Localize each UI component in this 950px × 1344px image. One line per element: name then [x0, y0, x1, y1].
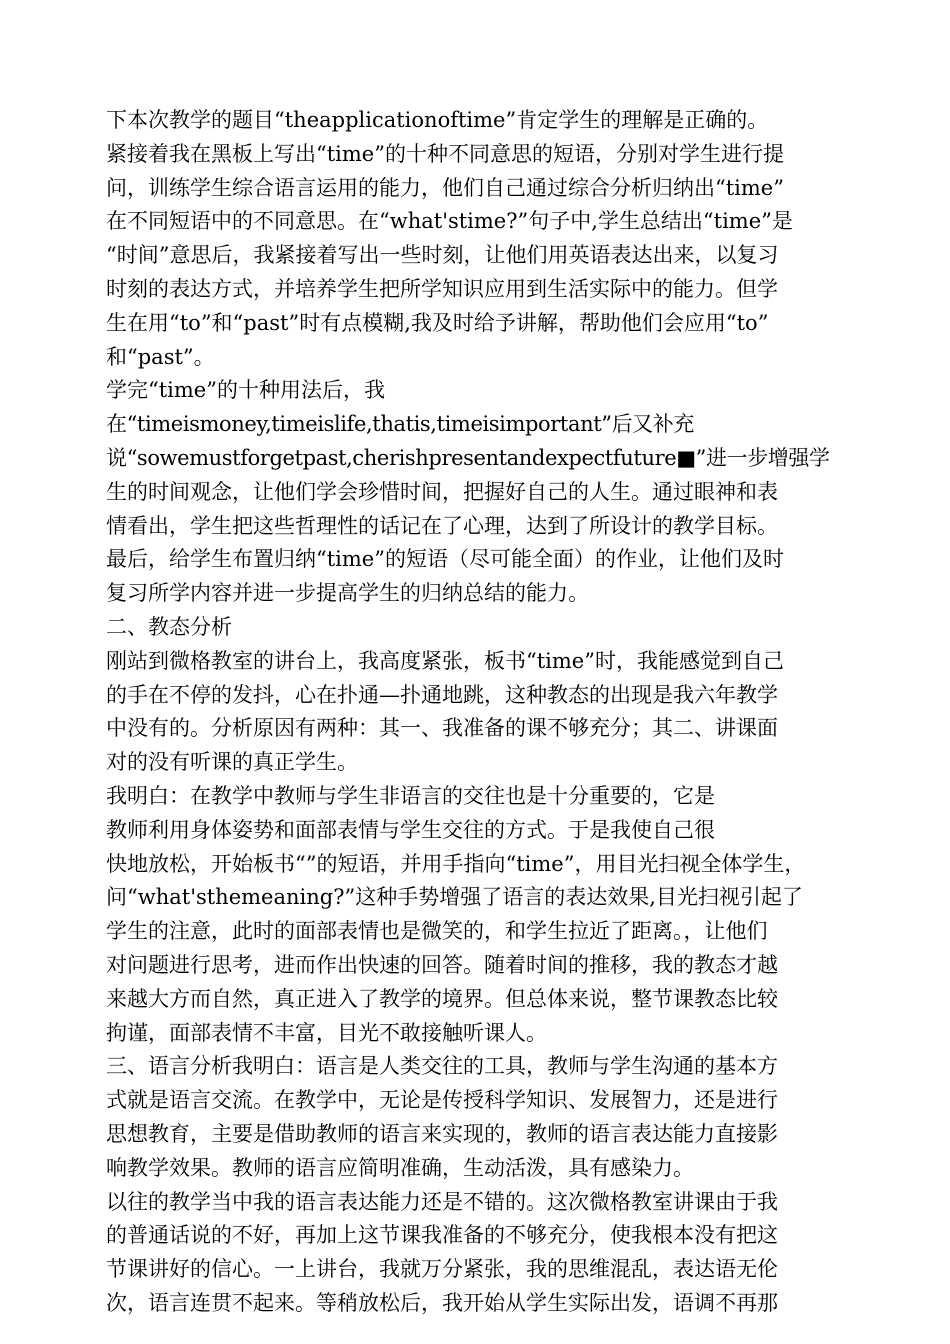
text-line: 刚站到微格教室的讲台上，我高度紧张，板书“time”时，我能感觉到自己	[106, 648, 784, 673]
text-line: 思想教育，主要是借助教师的语言来实现的，教师的语言表达能力直接影	[106, 1121, 778, 1146]
text-line: 在不同短语中的不同意思。在“what'stime?”句子中,学生总结出“time”是	[106, 209, 793, 234]
text-line: 时刻的表达方式，并培养学生把所学知识应用到生活实际中的能力。但学	[106, 276, 778, 301]
text-line: 教师利用身体姿势和面部表情与学生交往的方式。于是我使自己很	[106, 817, 715, 842]
text-line: 的手在不停的发抖，心在扑通—扑通地跳，这种教态的出现是我六年教学	[106, 682, 778, 707]
text-line: 在“timeismoney,timeislife,thatis,timeisimportant”后又补充	[106, 412, 694, 437]
text-line: 问，训练学生综合语言运用的能力，他们自己通过综合分析归纳出“time”	[106, 175, 784, 200]
text-line: 式就是语言交流。在教学中，无论是传授科学知识、发展智力，还是进行	[106, 1088, 778, 1113]
text-line: 情看出，学生把这些哲理性的话记在了心理，达到了所设计的教学目标。	[106, 513, 778, 538]
text-line: 最后，给学生布置归纳“time”的短语（尽可能全面）的作业，让他们及时	[106, 547, 784, 572]
section-heading: 二、教态分析	[106, 614, 232, 639]
text-line: 复习所学内容并进一步提高学生的归纳总结的能力。	[106, 581, 589, 606]
text-line: 学完“time”的十种用法后，我	[106, 378, 385, 403]
text-line: 对问题进行思考，进而作出快速的回答。随着时间的推移，我的教态才越	[106, 952, 778, 977]
text-line: 下本次教学的题目“theapplicationoftime”肯定学生的理解是正确的。	[106, 108, 769, 132]
text-line: 拘谨，面部表情不丰富，目光不敢接触听课人。	[106, 1020, 547, 1045]
text-line: 以往的教学当中我的语言表达能力还是不错的。这次微格教室讲课由于我	[106, 1189, 778, 1214]
text-line: 问“what'sthemeaning?”这种手势增强了语言的表达效果,目光扫视引起了	[106, 885, 803, 910]
text-line: 次，语言连贯不起来。等稍放松后，我开始从学生实际出发，语调不再那	[106, 1290, 778, 1315]
text-line: 生的时间观念，让他们学会珍惜时间，把握好自己的人生。通过眼神和表	[106, 479, 778, 504]
text-line: 来越大方而自然，真正进入了教学的境界。但总体来说，整节课教态比较	[106, 986, 778, 1011]
section-heading: 三、语言分析我明白：语言是人类交往的工具，教师与学生沟通的基本方	[106, 1054, 778, 1079]
text-line: “时间”意思后，我紧接着写出一些时刻，让他们用英语表达出来，以复习	[106, 243, 779, 268]
document-body	[106, 104, 866, 1321]
text-line: 节课讲好的信心。一上讲台，我就万分紧张，我的思维混乱，表达语无伦	[106, 1257, 778, 1282]
text-line: 生在用“to”和“past”时有点模糊,我及时给予讲解，帮助他们会应用“to”	[106, 310, 769, 335]
text-line: 对的没有听课的真正学生。	[106, 750, 358, 775]
text-line: 响教学效果。教师的语言应简明准确，生动活泼，具有感染力。	[106, 1155, 694, 1180]
text-line: 的普通话说的不好，再加上这节课我准备的不够充分，使我根本没有把这	[106, 1223, 778, 1248]
text-line: 中没有的。分析原因有两种：其一、我准备的课不够充分；其二、讲课面	[106, 716, 778, 741]
text-line: 快地放松，开始板书“”的短语，并用手指向“time”，用目光扫视全体学生，	[106, 851, 806, 876]
text-line: 紧接着我在黑板上写出“time”的十种不同意思的短语，分别对学生进行提	[106, 141, 784, 166]
text-line: 说“sowemustforgetpast,cherishpresentandexpectfuture■”进一步增强学	[106, 445, 830, 470]
text-line: 和“past”。	[106, 344, 215, 369]
text-line: 我明白：在教学中教师与学生非语言的交往也是十分重要的，它是	[106, 783, 715, 808]
text-line: 学生的注意，此时的面部表情也是微笑的，和学生拉近了距离。，让他们	[106, 919, 768, 944]
